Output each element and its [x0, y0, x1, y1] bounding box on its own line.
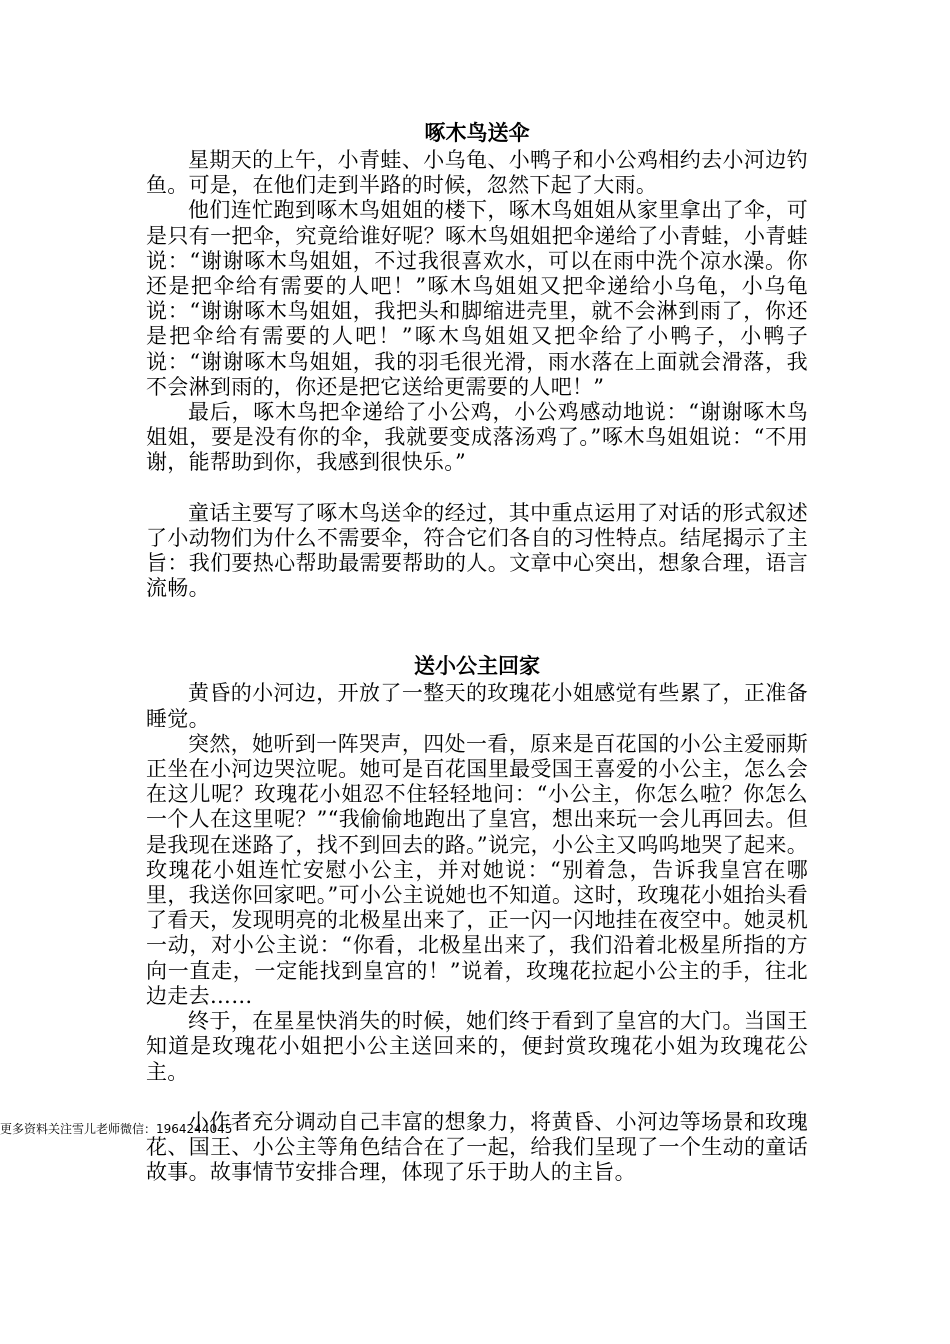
spacer	[146, 476, 808, 501]
story1-title: 啄木鸟送伞	[424, 120, 530, 145]
watermark-text: 更多资料关注雪儿老师微信：1964244045	[0, 1122, 233, 1136]
story2-paragraph-2: 突然，她听到一阵哭声，四处一看，原来是百花国的小公主爱丽斯正坐在小河边哭泣呢。她可是百花国里最受国王喜爱的小公主，怎么会在这儿呢？玫瑰花小姐忍不住轻轻地问：“小公主，你怎么啦？你怎么一个人在这里呢？”“我偷偷地跑出了皇宫，想出来玩一会儿再回去。但是我现在迷路了，找不到回去的路。”说完，小公主又呜呜地哭了起来。玫瑰花小姐连忙安慰小公主，并对她说：“别着急，告诉我皇宫在哪里，我送你回家吧。”可小公主说她也不知道。这时，玫瑰花小姐抬头看了看天，发现明亮的北极星出来了，正一闪一闪地挂在夜空中。她灵机一动，对小公主说：“你看，北极星出来了，我们沿着北极星所指的方向一直走，一定能找到皇宫的！”说着，玫瑰花拉起小公主的手，往北边走去……	[146, 731, 808, 1008]
story2-paragraph-1: 黄昏的小河边，开放了一整天的玫瑰花小姐感觉有些累了，正准备睡觉。	[146, 681, 808, 731]
story2-paragraph-3: 终于，在星星快消失的时候，她们终于看到了皇宫的大门。当国王知道是玫瑰花小姐把小公主送回来的，便封赏玫瑰花小姐为玫瑰花公主。	[146, 1009, 808, 1084]
story1-comment: 童话主要写了啄木鸟送伞的经过，其中重点运用了对话的形式叙述了小动物们为什么不需要伞，符合它们各自的习性特点。结尾揭示了主旨：我们要热心帮助最需要帮助的人。文章中心突出，想象合理，语言流畅。	[146, 500, 808, 601]
story2-comment: 小作者充分调动自己丰富的想象力，将黄昏、小河边等场景和玫瑰花、国王、小公主等角色结合在了一起，给我们呈现了一个生动的童话故事。故事情节安排合理，体现了乐于助人的主旨。	[146, 1109, 808, 1185]
story2-title: 送小公主回家	[414, 653, 540, 679]
story1-paragraph-2: 他们连忙跑到啄木鸟姐姐的楼下，啄木鸟姐姐从家里拿出了伞，可是只有一把伞，究竟给谁好呢？啄木鸟姐姐把伞递给了小青蛙，小青蛙说：“谢谢啄木鸟姐姐，不过我很喜欢水，可以在雨中洗个凉水澡。你还是把伞给有需要的人吧！”啄木鸟姐姐又把伞递给小乌龟，小乌龟说：“谢谢啄木鸟姐姐，我把头和脚缩进壳里，就不会淋到雨了，你还是把伞给有需要的人吧！”啄木鸟姐姐又把伞给了小鸭子，小鸭子说：“谢谢啄木鸟姐姐，我的羽毛很光滑，雨水落在上面就会滑落，我不会淋到雨的，你还是把它送给更需要的人吧！”	[146, 198, 808, 399]
spacer	[146, 1085, 808, 1110]
story1-paragraph-3: 最后，啄木鸟把伞递给了小公鸡，小公鸡感动地说：“谢谢啄木鸟姐姐，要是没有你的伞，我就要变成落汤鸡了。”啄木鸟姐姐说：“不用谢，能帮助到你，我感到很快乐。”	[146, 400, 808, 475]
document-page	[146, 118, 808, 1185]
story1-paragraph-1: 星期天的上午，小青蛙、小乌龟、小鸭子和小公鸡相约去小河边钓鱼。可是，在他们走到半路的时候，忽然下起了大雨。	[146, 148, 808, 198]
spacer	[146, 601, 808, 651]
